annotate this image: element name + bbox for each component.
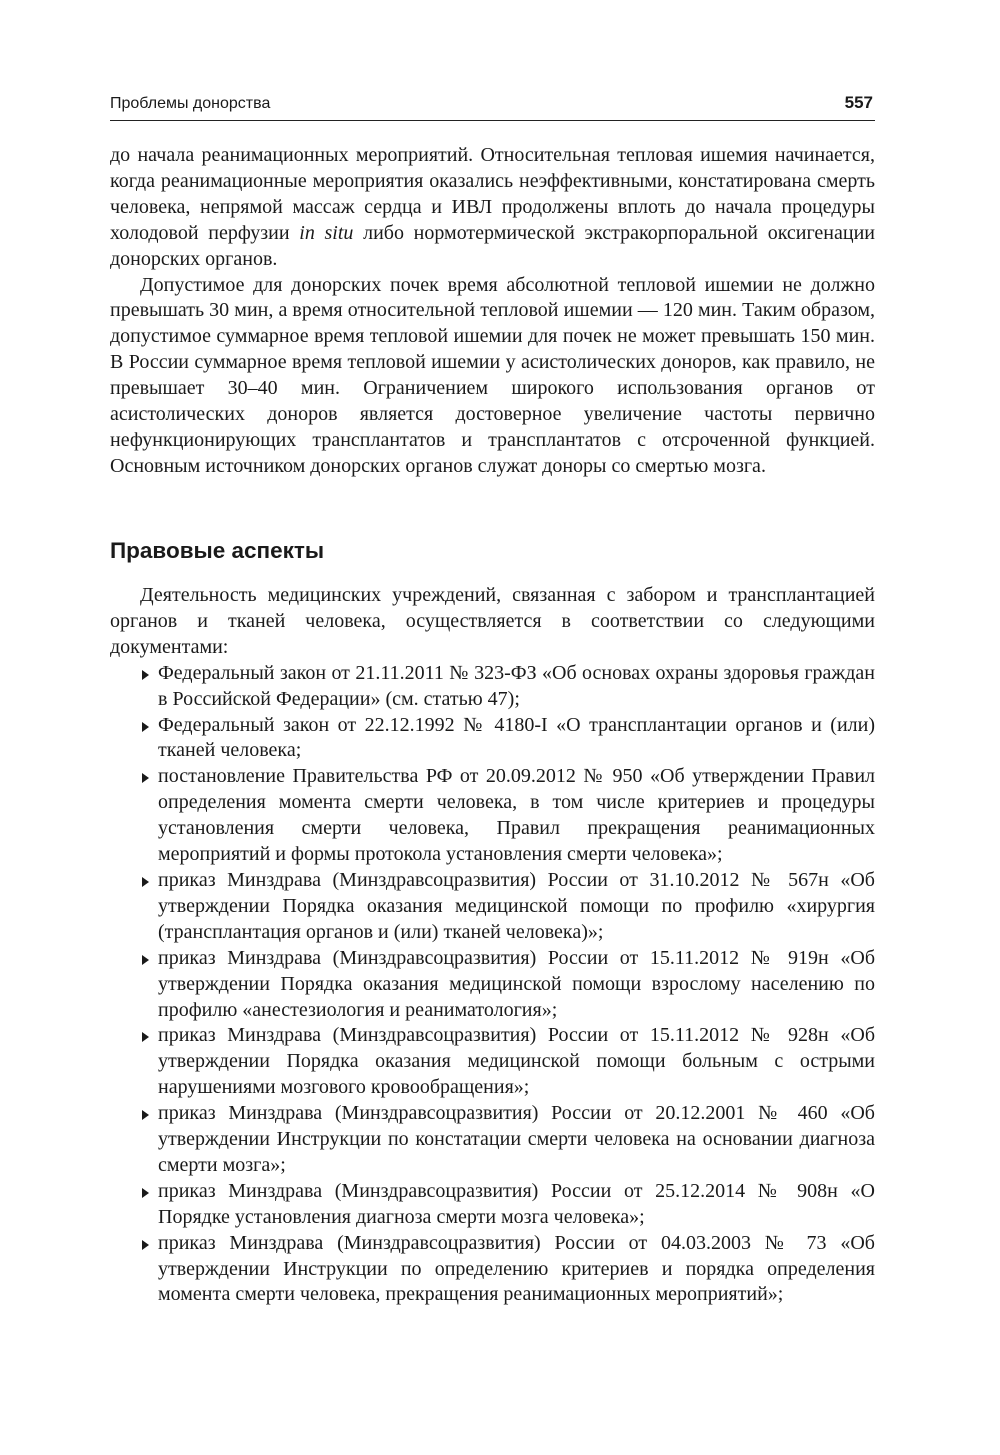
triangle-bullet-icon — [142, 1240, 149, 1250]
body-text — [110, 143, 875, 480]
list-item — [110, 764, 875, 868]
list-item-text: приказ Минздрава (Минздравсоцразвития) России от 04.03.2003 № 73 «Об утверждении Инструкции по определению критериев и порядка определения момента смерти человека, прекращения реанимационных мероприятий»; — [158, 1231, 875, 1306]
list-item-text: приказ Минздрава (Минздравсоцразвития) России от 20.12.2001 № 460 «Об утверждении Инструкции по констатации смерти человека на основании диагноза смерти мозга»; — [158, 1102, 875, 1176]
list-item-text: приказ Минздрава (Минздравсоцразвития) России от 31.10.2012 № 567н «Об утверждении Порядка оказания медицинской помощи по профилю «хирургия (трансплантация органов и (или) тканей человека)»; — [158, 868, 875, 943]
triangle-bullet-icon — [142, 1032, 149, 1042]
list-item-text: приказ Минздрава (Минздравсоцразвития) России от 15.11.2012 № 919н «Об утверждении Порядка оказания медицинской помощи взрослому населению по профилю «анестезиология и реаниматология»; — [158, 946, 875, 1021]
paragraph-text: до начала реанимационных мероприятий. Относительная тепловая ишемия начинается, когда реанимационные мероприятия оказались неэффективными, констатирована смерть человека, непрямой массаж сердца и ИВЛ продолжены вплоть до начала процедуры холодовой перфузии — [110, 144, 875, 244]
page-number: 557 — [844, 93, 873, 112]
list-item — [110, 868, 875, 946]
running-head-title: Проблемы донорства — [110, 95, 271, 112]
paragraph-ischemia-time: Допустимое для донорских почек время абсолютной тепловой ишемии не должно превышать 30 мин, а время относительной тепловой ишемии — 120 мин. Таким образом, допустимое суммарное время тепловой ишемии для почек не может превышать 150 мин. В России суммарное время тепловой ишемии у асистолических доноров, как правило, не превышает 30–40 мин. Ограничением широкого использования органов от асистолических доноров является достоверное увеличение частоты первично нефункционирующих трансплантатов и трансплантатов с отсроченной функцией. Основным источником донорских органов служат доноры со смертью мозга. — [110, 273, 875, 477]
triangle-bullet-icon — [142, 670, 149, 680]
list-item — [110, 1231, 875, 1309]
list-item-text: приказ Минздрава (Минздравсоцразвития) России от 25.12.2014 № 908н «О Порядке установления диагноза смерти мозга человека»; — [158, 1179, 875, 1228]
list-item — [110, 661, 875, 713]
section-intro: Деятельность медицинских учреждений, связанная с забором и трансплантацией органов и тканей человека, осуществляется в соответствии со следующими документами: — [110, 584, 875, 658]
list-item — [110, 713, 875, 765]
document-list — [110, 661, 875, 1309]
triangle-bullet-icon — [142, 955, 149, 965]
section-heading: Правовые аспекты — [110, 538, 325, 563]
triangle-bullet-icon — [142, 722, 149, 732]
list-item — [110, 946, 875, 1024]
list-item-text: приказ Минздрава (Минздравсоцразвития) России от 15.11.2012 № 928н «Об утверждении Порядка оказания медицинской помощи больным с острыми нарушениями мозгового кровообращения»; — [158, 1024, 875, 1099]
triangle-bullet-icon — [142, 1110, 149, 1120]
paragraph-text: либо нормотермической экстракорпоральной оксигенации донорских органов. — [110, 221, 875, 270]
paragraph-continuation — [110, 143, 875, 273]
list-item — [110, 1101, 875, 1179]
list-item-text: Федеральный закон от 22.12.1992 № 4180-I «О трансплантации органов и (или) тканей человека; — [158, 713, 875, 762]
italic-term: in situ — [299, 221, 354, 244]
section-body — [110, 583, 875, 1308]
list-item-text: Федеральный закон от 21.11.2011 № 323-ФЗ «Об основах охраны здоровья граждан в Российской Федерации» (см. статью 47); — [158, 661, 875, 710]
triangle-bullet-icon — [142, 1188, 149, 1198]
running-head — [110, 92, 875, 121]
list-item-text: постановление Правительства РФ от 20.09.2012 № 950 «Об утверждении Правил определения момента смерти человека, в том числе критериев и процедуры установления смерти человека, Правил прекращения реанимационных мероприятий и формы протокола установления смерти человека»; — [158, 765, 875, 866]
triangle-bullet-icon — [142, 877, 149, 887]
list-item — [110, 1023, 875, 1101]
list-item — [110, 1179, 875, 1231]
triangle-bullet-icon — [142, 773, 149, 783]
